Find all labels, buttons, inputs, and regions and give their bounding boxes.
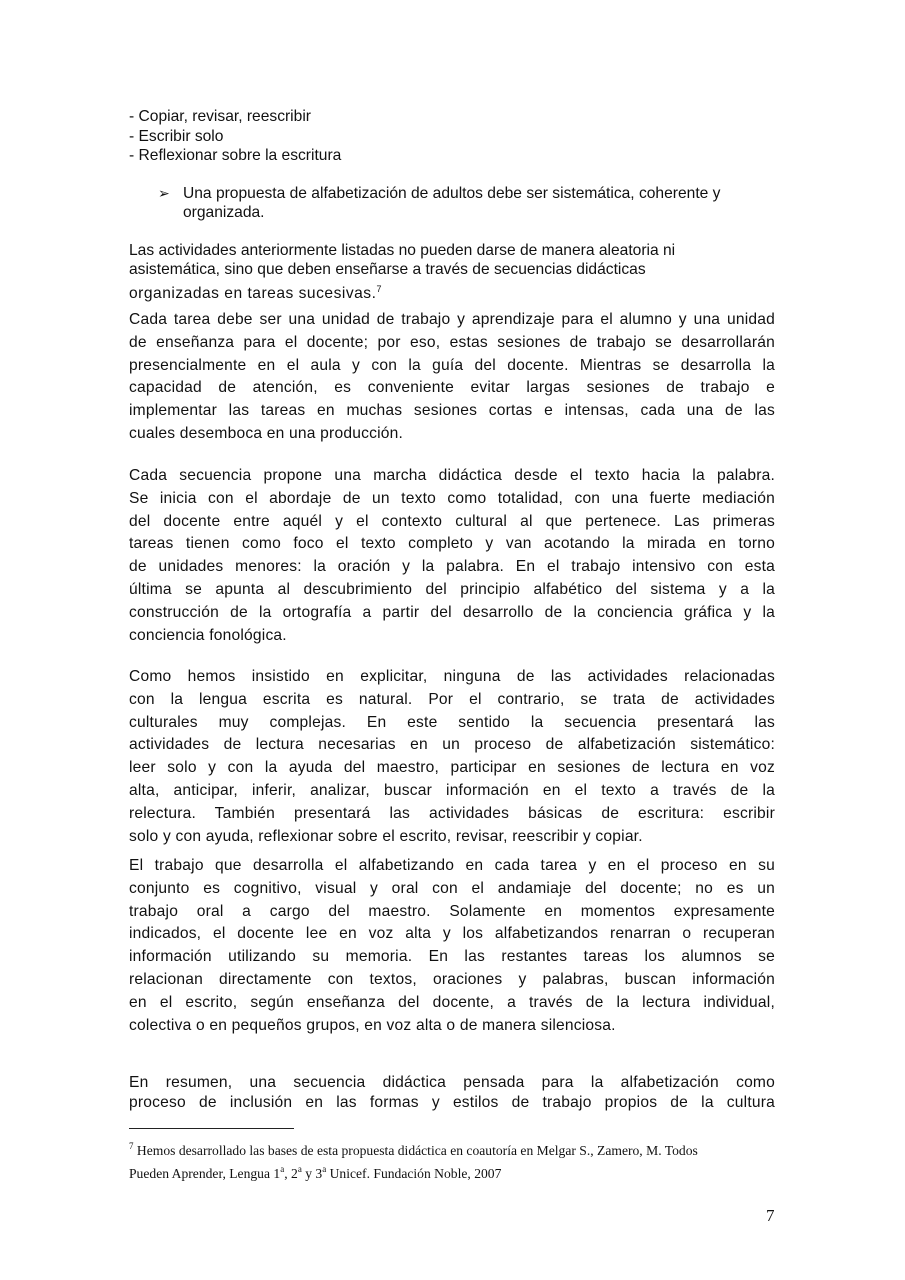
- text-line: implementar las tareas en muchas sesiones cortas e intensas, cada una de las: [129, 402, 775, 420]
- text-line: información utilizando su memoria. En las restantes tareas los alumnos se: [129, 948, 775, 966]
- text-line: proceso de inclusión en las formas y estilos de trabajo propios de la cultura: [129, 1094, 775, 1111]
- text-line: indicados, el docente lee en voz alta y los alfabetizandos renarran o recuperan: [129, 925, 775, 943]
- superscript: a: [297, 1164, 302, 1174]
- text-line: Cada secuencia propone una marcha didáctica desde el texto hacia la palabra.: [129, 467, 775, 484]
- list-item: - Escribir solo: [129, 127, 224, 145]
- text-line: asistemática, sino que deben enseñarse a través de secuencias didácticas: [129, 260, 646, 278]
- page-number: 7: [766, 1206, 775, 1225]
- text-line: Las actividades anteriormente listadas no pueden darse de manera aleatoria ni: [129, 242, 676, 259]
- text-line: leer solo y con la ayuda del maestro, participar en sesiones de lectura en voz: [129, 759, 775, 777]
- paragraph-2: [129, 309, 775, 446]
- arrow-bullet-icon: ➢: [158, 185, 170, 201]
- footnote-text: Hemos desarrollado las bases de esta propuesta didáctica en coautoría en Melgar S., Zamero, M. Todos: [136, 1143, 698, 1158]
- text-line: relacionan directamente con textos, oraciones y palabras, buscan información: [129, 970, 775, 988]
- paragraph-6: [129, 1073, 775, 1113]
- paragraph-3: [129, 465, 775, 647]
- text-line: actividades de lectura necesarias en un proceso de alfabetización sistemático:: [129, 736, 775, 754]
- paragraph-1: [129, 242, 775, 303]
- bullet-text: [183, 184, 720, 222]
- text-line: culturales muy complejas. En este sentido la secuencia presentará las: [129, 713, 775, 731]
- footnote: [129, 1137, 789, 1183]
- text-line: [129, 280, 775, 304]
- text-line: con la lengua escrita es natural. Por el contrario, se trata de actividades: [129, 690, 775, 708]
- text-line: tareas tienen como foco el texto completo y van acotando la mirada en torno: [129, 535, 775, 553]
- text-line: en el escrito, según enseñanza del docente, a través de la lectura individual,: [129, 993, 775, 1011]
- footnote-separator: [129, 1128, 294, 1129]
- footnote-text: y 3: [301, 1166, 323, 1181]
- text-line: Se inicia con el abordaje de un texto como totalidad, con una fuerte mediación: [129, 489, 775, 507]
- text-line: trabajo oral a cargo del maestro. Solamente en momentos expresamente: [129, 902, 775, 920]
- text-line: de enseñanza para el docente; por eso, estas sesiones de trabajo se desarrollarán: [129, 333, 775, 351]
- footnote-line: [129, 1160, 789, 1183]
- paragraph-5: [129, 855, 775, 1037]
- text-line: colectiva o en pequeños grupos, en voz alta o de manera silenciosa.: [129, 1016, 616, 1034]
- text-line: Como hemos insistido en explicitar, ninguna de las actividades relacionadas: [129, 668, 775, 685]
- footnote-line: [129, 1137, 789, 1160]
- list-item: - Reflexionar sobre la escritura: [129, 147, 342, 164]
- text-line: de unidades menores: la oración y la palabra. En el trabajo intensivo con esta: [129, 558, 775, 576]
- text-line: construcción de la ortografía a partir del desarrollo de la conciencia gráfica y la: [129, 603, 775, 621]
- text-line: relectura. También presentará las actividades básicas de escritura: escribir: [129, 804, 775, 822]
- text-line: conciencia fonológica.: [129, 626, 287, 644]
- text-line: solo y con ayuda, reflexionar sobre el escrito, revisar, reescribir y copiar.: [129, 827, 643, 845]
- footnote-number: 7: [129, 1141, 134, 1151]
- text-line: presencialmente en el aula y con la guía del docente. Mientras se desarrolla la: [129, 356, 775, 374]
- text-line: En resumen, una secuencia didáctica pensada para la alfabetización como: [129, 1074, 775, 1091]
- text-line: conjunto es cognitivo, visual y oral con el andamiaje del docente; no es un: [129, 879, 775, 897]
- footnote-text: Pueden Aprender, Lengua 1: [129, 1166, 281, 1181]
- paragraph-4: [129, 666, 775, 848]
- list-item: - Copiar, revisar, reescribir: [129, 108, 311, 125]
- text-line: El trabajo que desarrolla el alfabetizando en cada tarea y en el proceso en su: [129, 857, 775, 874]
- text-line-content: organizadas en tareas sucesivas.: [129, 284, 377, 302]
- bullet-line: Una propuesta de alfabetización de adultos debe ser sistemática, coherente y: [183, 185, 721, 202]
- text-line: del docente entre aquél y el contexto cultural al que pertenece. Las primeras: [129, 512, 775, 530]
- text-line: cuales desemboca en una producción.: [129, 424, 404, 442]
- text-line: alta, anticipar, inferir, analizar, buscar información en el texto a través de la: [129, 781, 775, 799]
- superscript: a: [280, 1164, 285, 1174]
- text-line: Cada tarea debe ser una unidad de trabajo y aprendizaje para el alumno y una unidad: [129, 311, 775, 328]
- footnote-text: , 2: [284, 1166, 298, 1181]
- footnote-reference[interactable]: 7: [376, 283, 382, 294]
- superscript: a: [322, 1164, 327, 1174]
- footnote-text: Unicef. Fundación Noble, 2007: [326, 1166, 502, 1181]
- bullet-line: organizada.: [183, 204, 265, 221]
- text-line: última se apunta al descubrimiento del principio alfabético del sistema y a la: [129, 580, 775, 598]
- text-line: capacidad de atención, es conveniente evitar largas sesiones de trabajo e: [129, 379, 775, 397]
- activity-list: [129, 107, 775, 166]
